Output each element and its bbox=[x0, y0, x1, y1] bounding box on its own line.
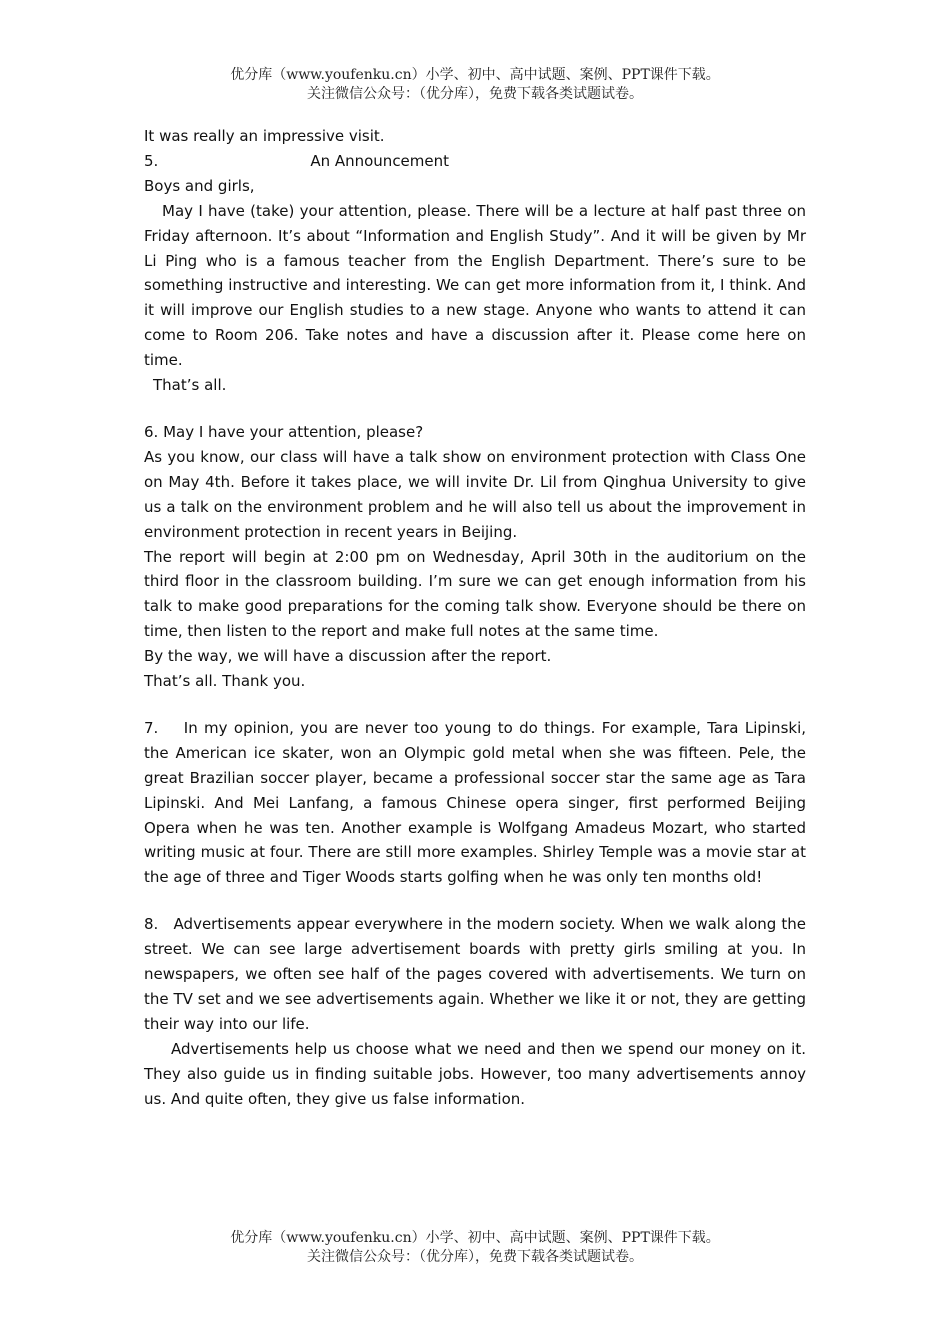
section-5-title: An Announcement bbox=[310, 151, 450, 170]
section-4-last-line: It was really an impressive visit. bbox=[144, 127, 385, 145]
section-6-paragraph-3: By the way, we will have a discussion after the report. bbox=[144, 647, 552, 666]
paragraph-gap bbox=[144, 398, 806, 420]
header-line-2: 关注微信公众号：（优分库），免费下载各类试题试卷。 bbox=[307, 86, 643, 102]
section-5-heading bbox=[144, 149, 806, 174]
section-8-paragraph-1: 8. Advertisements appear everywhere in the modern society. When we walk along the street. We can see large advertisement boards with pretty girls smiling at you. In newspapers, we often see half of the pages covered with advertisements. We turn on the TV set and we see advertisements again. Whether we like it or not, they are getting their way into our life. bbox=[144, 915, 811, 1033]
section-5-number: 5. bbox=[144, 151, 159, 170]
section-5-greeting: Boys and girls, bbox=[144, 176, 255, 195]
header-line-1: 优分库（www.youfenku.cn）小学、初中、高中试题、案例、PPT课件下载。 bbox=[230, 67, 720, 83]
section-6-paragraph-1: As you know, our class will have a talk show on environment protection with Class One on May 4th. Before it takes place, we will invite Dr. Lil from Qinghua University to give us a talk on the environment problem and he will also tell us about the improvement in environment protection in recent years in Beijing. bbox=[144, 447, 806, 541]
section-5-closing: That’s all. bbox=[153, 376, 227, 395]
section-6-closing: That’s all. Thank you. bbox=[144, 672, 306, 691]
section-5-body: May I have (take) your attention, please. There will be a lecture at half past three on Friday afternoon. It’s about “Information and English Study”. And it will be given by Mr Li Ping who is a famous teacher from the English Department. There’s sure to be something instructive and interesting. We can get more information from it, I think. And it will improve our English studies to a new stage. Anyone who wants to attend it can come to Room 206. Take notes and have a discussion after it. Please come here on time. bbox=[144, 201, 806, 370]
document-body bbox=[144, 124, 811, 1112]
paragraph-gap bbox=[144, 890, 806, 912]
section-7-paragraph: 7. In my opinion, you are never too young to do things. For example, Tara Lipinski, the American ice skater, won an Olympic gold metal when she was fifteen. Pele, the great Brazilian soccer player, became a professional soccer star the same age as Tara Lipinski. And Mei Lanfang, a famous Chinese opera singer, first performed Beijing Opera when he was ten. Another example is Wolfgang Amadeus Mozart, who started writing music at four. There are still more examples. Shirley Temple was a movie star at the age of three and Tiger Woods starts golfing when he was only ten months old! bbox=[144, 718, 811, 887]
page-footer bbox=[0, 1229, 950, 1267]
footer-line-1: 优分库（www.youfenku.cn）小学、初中、高中试题、案例、PPT课件下载。 bbox=[230, 1230, 720, 1246]
footer-line-2: 关注微信公众号：（优分库），免费下载各类试题试卷。 bbox=[307, 1249, 643, 1265]
page-header bbox=[0, 66, 950, 104]
section-6-opening: 6. May I have your attention, please? bbox=[144, 422, 424, 441]
paragraph-gap bbox=[144, 694, 806, 716]
section-8-paragraph-2: Advertisements help us choose what we need and then we spend our money on it. They also guide us in finding suitable jobs. However, too many advertisements annoy us. And quite often, they give us false information. bbox=[144, 1039, 806, 1108]
section-6-paragraph-2: The report will begin at 2:00 pm on Wednesday, April 30th in the auditorium on the third floor in the classroom building. I’m sure we can get enough information from his talk to make good preparations for the coming talk show. Everyone should be there on time, then listen to the report and make full notes at the same time. bbox=[144, 547, 806, 641]
